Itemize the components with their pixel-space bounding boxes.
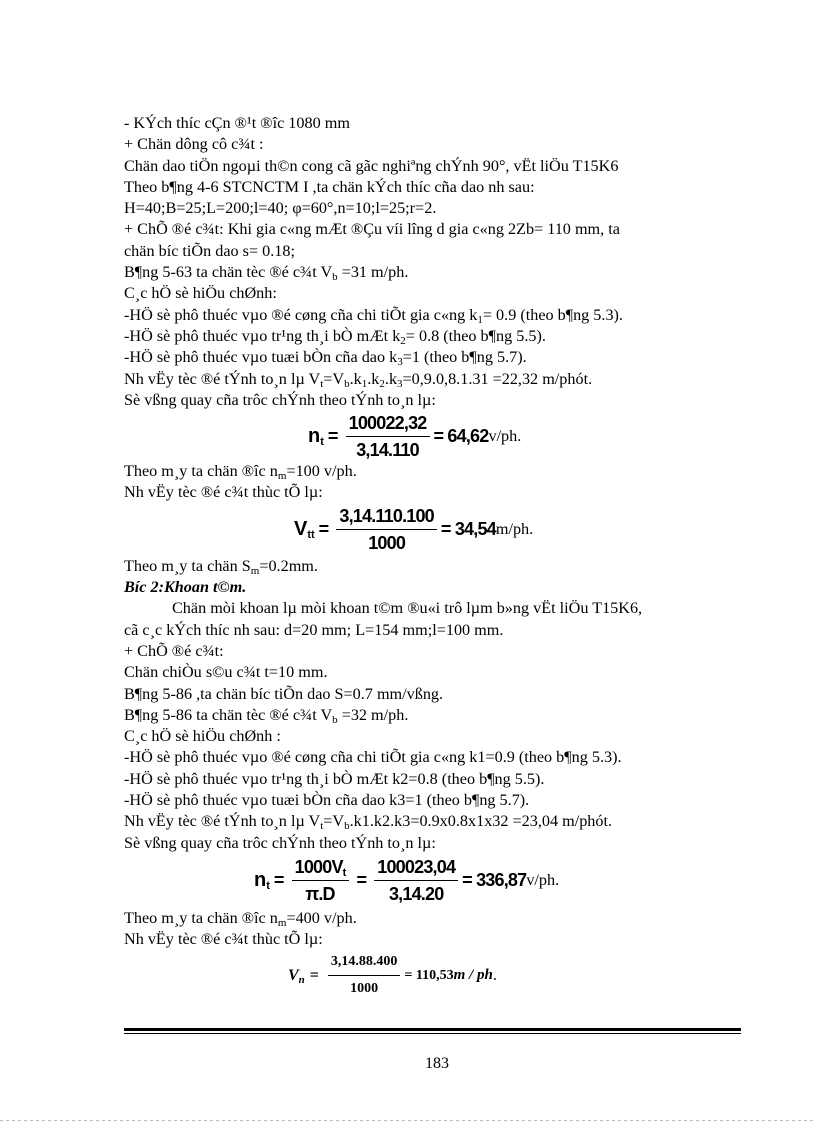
text-run: Nh vËy tèc ®é tÝnh to¸n lµ V bbox=[124, 812, 321, 831]
formula-unit: m/ph. bbox=[495, 520, 534, 539]
numerator-text: 1000V bbox=[294, 857, 343, 878]
text-line: Chän mòi khoan lµ mòi khoan t©m ®u«i trô lµm b»ng vËt liÖu T15K6, bbox=[172, 599, 643, 618]
subscript: m bbox=[277, 470, 287, 483]
page-number: 183 bbox=[425, 1055, 449, 1072]
text-line bbox=[124, 347, 744, 368]
formula-unit: v/ph. bbox=[488, 426, 522, 445]
text-line bbox=[124, 326, 744, 347]
fraction bbox=[328, 951, 401, 1000]
subscript: b bbox=[332, 713, 338, 726]
text-run: =0,9.0,8.1.31 =22,32 m/phót. bbox=[402, 369, 593, 388]
text-run: =400 v/ph. bbox=[286, 908, 357, 927]
denominator: 1000 bbox=[368, 533, 406, 554]
formula-var: V bbox=[288, 966, 299, 984]
text-line: - KÝch thíc cÇn ®¹t ®îc 1080 mm bbox=[124, 114, 350, 132]
text-run: Theo m¸y ta chän ®îc n bbox=[124, 462, 278, 481]
formula-lhs bbox=[288, 965, 305, 986]
document-body bbox=[124, 113, 744, 1001]
formula-spindle-speed-2 bbox=[124, 854, 744, 908]
text-line: chän bíc tiÕn dao s= 0.18; bbox=[124, 241, 295, 260]
subscript: 2 bbox=[379, 377, 385, 390]
subscript: tt bbox=[307, 529, 315, 542]
text-line bbox=[124, 461, 744, 482]
text-line: + ChÕ ®é c¾t: bbox=[124, 641, 224, 660]
equals-sign: = bbox=[309, 966, 319, 984]
equals-sign: = bbox=[318, 519, 329, 540]
numerator: 3,14.88.400 bbox=[328, 951, 401, 976]
text-line: Chän chiÒu s©u c¾t t=10 mm. bbox=[124, 663, 328, 682]
text-line bbox=[124, 369, 744, 390]
text-line: H=40;B=25;L=200;l=40; φ=60°,n=10;l=25;r=2. bbox=[124, 199, 437, 218]
text-line: -HÖ sè phô thuéc vµo tr¹ng th¸i bÒ mÆt k2=0.8 (theo b¶ng 5.5). bbox=[124, 769, 545, 788]
subscript: t bbox=[266, 880, 270, 893]
text-run: -HÖ sè phô thuéc vµo tuæi bÒn cña dao k bbox=[124, 348, 398, 367]
denominator: 3,14.20 bbox=[388, 884, 444, 905]
text-line: cã c¸c kÝch thíc nh sau: d=20 mm; L=154 mm;l=100 mm. bbox=[124, 620, 504, 639]
text-line: Sè vßng quay cña trôc chÝnh theo tÝnh to¸n lµ: bbox=[124, 833, 436, 852]
fraction bbox=[336, 505, 437, 554]
subscript: t bbox=[320, 820, 324, 833]
text-line bbox=[124, 262, 744, 283]
formula-lhs bbox=[308, 426, 324, 447]
denominator: 3,14.110 bbox=[356, 439, 419, 460]
subscript: 3 bbox=[397, 377, 403, 390]
section-heading: Bíc 2:Khoan t©m. bbox=[124, 578, 247, 597]
fraction bbox=[346, 412, 430, 461]
subscript: t bbox=[320, 435, 324, 448]
text-line: Chän dao tiÖn ngoµi th©n cong cã gãc nghiªng chÝnh 90°, vËt liÖu T15K6 bbox=[124, 156, 619, 175]
text-run: B¶ng 5-63 ta chän tèc ®é c¾t V bbox=[124, 263, 333, 282]
formula-result: = 336,87 bbox=[462, 870, 527, 891]
formula-var: n bbox=[254, 869, 267, 892]
text-run: =100 v/ph. bbox=[286, 462, 357, 481]
numerator bbox=[292, 856, 349, 881]
text-run: =V bbox=[323, 812, 345, 831]
equals-sign: = bbox=[356, 870, 367, 891]
formula-cutting-speed-2 bbox=[124, 951, 744, 1001]
text-run: Theo m¸y ta chän ®îc n bbox=[124, 908, 278, 927]
denominator: 1000 bbox=[350, 981, 379, 996]
footer-rule-thick bbox=[124, 1028, 741, 1031]
equals-sign: = bbox=[273, 870, 284, 891]
text-line: + Chän dông cô c¾t : bbox=[124, 135, 264, 154]
subscript: b bbox=[332, 271, 338, 284]
subscript: 2 bbox=[400, 334, 406, 347]
text-run: =0.2mm. bbox=[259, 556, 318, 575]
subscript: m bbox=[250, 564, 260, 577]
text-run: B¶ng 5-86 ta chän tèc ®é c¾t V bbox=[124, 705, 333, 724]
text-run: = 0.9 (theo b¶ng 5.3). bbox=[482, 305, 623, 324]
text-line bbox=[124, 811, 744, 832]
text-line: C¸c hÖ sè hiÖu chØnh: bbox=[124, 284, 277, 303]
text-line: -HÖ sè phô thuéc vµo tuæi bÒn cña dao k3=1 (theo b¶ng 5.7). bbox=[124, 791, 530, 810]
subscript: t bbox=[342, 867, 346, 880]
text-line bbox=[124, 556, 744, 577]
formula-cutting-speed-1 bbox=[124, 504, 744, 556]
text-line bbox=[124, 908, 744, 929]
formula-end: . bbox=[492, 966, 497, 984]
text-run: Nh vËy tèc ®é tÝnh to¸n lµ V bbox=[124, 369, 321, 388]
footer-rule-thin bbox=[124, 1033, 741, 1034]
text-line: Nh vËy tèc ®é c¾t thùc tÕ lµ: bbox=[124, 930, 323, 949]
text-line: Nh vËy tèc ®é c¾t thùc tÕ lµ: bbox=[124, 483, 323, 502]
subscript: t bbox=[320, 377, 324, 390]
formula-result: = 110,53 bbox=[404, 967, 454, 983]
denominator: π.D bbox=[305, 884, 335, 905]
fraction bbox=[374, 856, 458, 905]
text-line: -HÖ sè phô thuéc vµo ®é cøng cña chi tiÕt gia c«ng k1=0.9 (theo b¶ng 5.3). bbox=[124, 748, 622, 767]
formula-result: = 34,54 bbox=[440, 519, 496, 540]
text-run: -HÖ sè phô thuéc vµo ®é cøng cña chi tiÕt gia c«ng k bbox=[124, 305, 478, 324]
text-run: .k bbox=[367, 369, 380, 388]
formula-result: = 64,62 bbox=[433, 425, 489, 446]
subscript: b bbox=[344, 820, 350, 833]
text-line: B¶ng 5-86 ,ta chän bíc tiÕn dao S=0.7 mm/vßng. bbox=[124, 684, 444, 703]
text-run: =32 m/ph. bbox=[337, 705, 409, 724]
subscript: 1 bbox=[477, 313, 483, 326]
formula-lhs bbox=[254, 870, 270, 891]
text-line bbox=[124, 305, 744, 326]
subscript: n bbox=[298, 973, 305, 986]
fraction bbox=[292, 856, 349, 905]
subscript: b bbox=[344, 377, 350, 390]
text-line: Theo b¶ng 4-6 STCNCTM I ,ta chän kÝch thíc cña dao nh sau: bbox=[124, 177, 535, 196]
page-edge-dashes bbox=[0, 1120, 816, 1121]
subscript: 3 bbox=[397, 356, 403, 369]
equals-sign: = bbox=[327, 425, 338, 446]
text-run: =V bbox=[323, 369, 345, 388]
subscript: m bbox=[277, 916, 287, 929]
text-line: C¸c hÖ sè hiÖu chØnh : bbox=[124, 727, 281, 746]
text-line bbox=[124, 705, 744, 726]
formula-unit: m / ph bbox=[453, 966, 493, 983]
text-run: =31 m/ph. bbox=[337, 263, 409, 282]
formula-var: V bbox=[294, 518, 308, 541]
subscript: 1 bbox=[361, 377, 368, 390]
formula-var: n bbox=[308, 424, 321, 447]
text-run: Theo m¸y ta chän S bbox=[124, 556, 251, 575]
formula-lhs bbox=[294, 519, 315, 540]
text-run: -HÖ sè phô thuéc vµo tr¹ng th¸i bÒ mÆt k bbox=[124, 326, 401, 345]
text-run: =1 (theo b¶ng 5.7). bbox=[402, 348, 527, 367]
formula-unit: v/ph. bbox=[526, 871, 560, 890]
numerator: 100023,04 bbox=[374, 856, 458, 881]
formula-spindle-speed-1 bbox=[124, 411, 744, 461]
text-run: .k1.k2.k3=0.9x0.8x1x32 =23,04 m/phót. bbox=[349, 812, 613, 831]
text-run: = 0.8 (theo b¶ng 5.5). bbox=[405, 326, 546, 345]
text-line: + ChÕ ®é c¾t: Khi gia c«ng mÆt ®Çu víi lîng d gia c«ng 2Zb= 110 mm, ta bbox=[124, 220, 620, 239]
text-line: Sè vßng quay cña trôc chÝnh theo tÝnh to¸n lµ: bbox=[124, 390, 436, 409]
text-run: .k bbox=[384, 369, 398, 388]
numerator: 100022,32 bbox=[346, 412, 430, 437]
numerator: 3,14.110.100 bbox=[336, 505, 437, 530]
text-run: .k bbox=[349, 369, 362, 388]
